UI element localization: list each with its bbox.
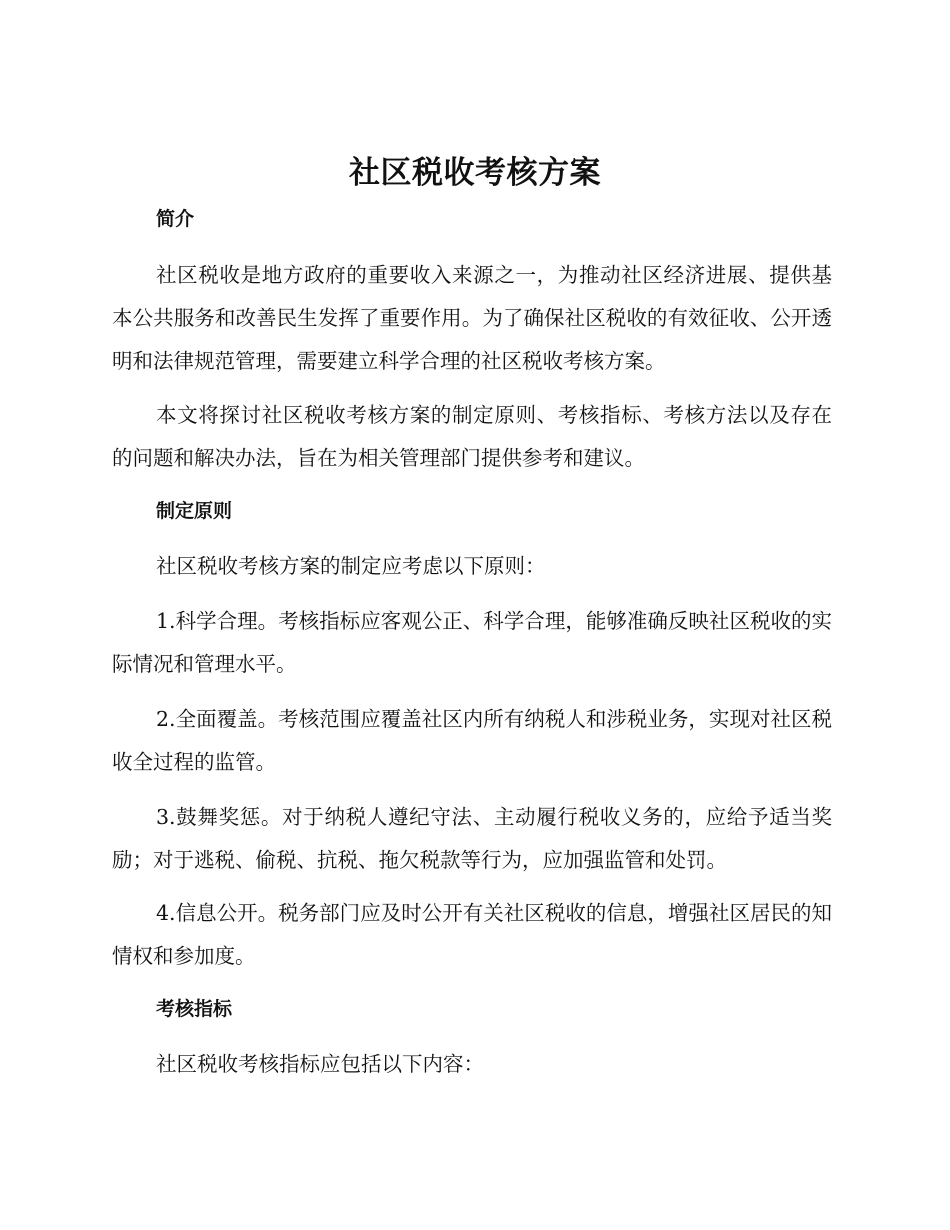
intro-paragraph-1: 社区税收是地方政府的重要收入来源之一，为推动社区经济进展、提供基本公共服务和改善民生发挥了重要作用。为了确保社区税收的有效征收、公开透明和法律规范管理，需要建立科学合理的社区税收考核方案。 [112,263,832,373]
principle-item-2: 2.全面覆盖。考核范围应覆盖社区内所有纳税人和涉税业务，实现对社区税收全过程的监管。 [112,707,832,774]
principle-item-4: 4.信息公开。税务部门应及时公开有关社区税收的信息，增强社区居民的知情权和参加度。 [112,901,832,968]
section-heading-principles: 制定原则 [156,500,233,522]
intro-paragraph-2: 本文将探讨社区税收考核方案的制定原则、考核指标、考核方法以及存在的问题和解决办法，旨在为相关管理部门提供参考和建议。 [112,403,832,470]
indicators-intro: 社区税收考核指标应包括以下内容： [156,1052,484,1076]
principles-intro: 社区税收考核方案的制定应考虑以下原则： [156,554,546,578]
section-heading-intro: 简介 [156,208,195,230]
principle-item-1: 1.科学合理。考核指标应客观公正、科学合理，能够准确反映社区税收的实际情况和管理水平。 [112,609,832,676]
section-heading-indicators: 考核指标 [156,998,233,1020]
principle-item-3: 3.鼓舞奖惩。对于纳税人遵纪守法、主动履行税收义务的，应给予适当奖励；对于逃税、偷税、抗税、拖欠税款等行为，应加强监管和处罚。 [112,805,832,872]
document-title: 社区税收考核方案 [349,155,601,191]
